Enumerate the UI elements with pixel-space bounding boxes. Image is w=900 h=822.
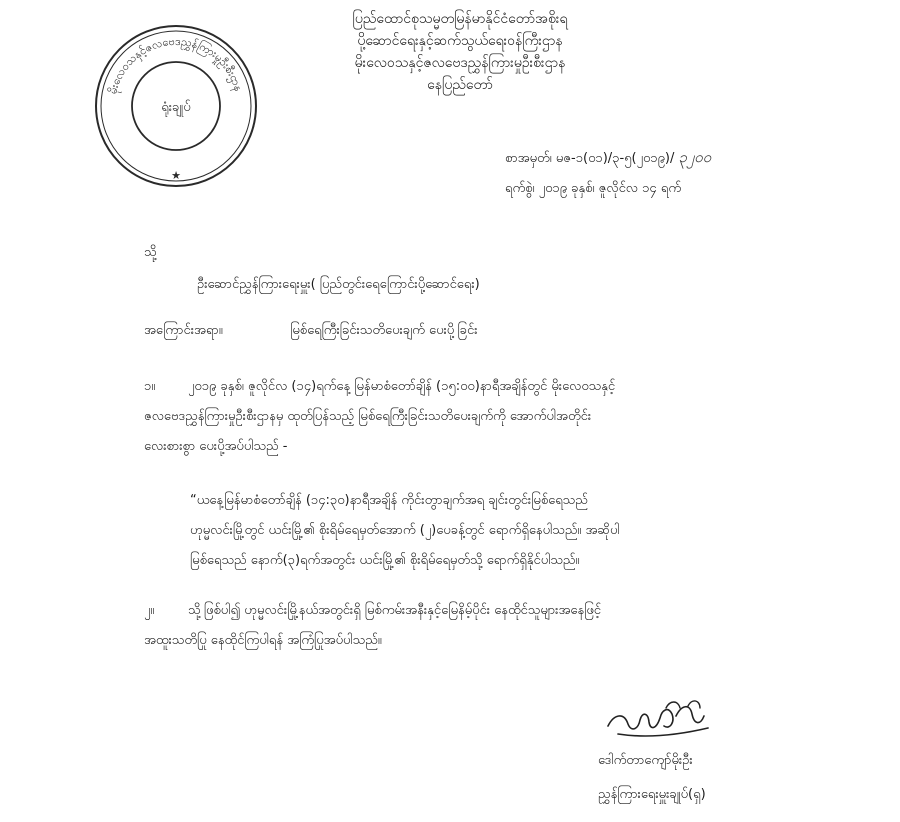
seal-center-text: ရုံးချုပ် (161, 100, 191, 115)
quote-line: မြစ်ရေသည် နောက်(၃)ရက်အတွင်း ယင်းမြို့၏ စိုးရိမ်ရေမှတ်သို့ ရောက်ရှိနိုင်ပါသည်။ (190, 553, 580, 568)
letter-number-handwritten: ၃၂၀၀ (678, 148, 712, 166)
paragraph-1-number: ၁။ (144, 379, 156, 394)
quote-line: ဟုမ္မလင်းမြို့တွင် ယင်းမြို့၏ စိုးရိမ်ရေမှတ်အောက် (၂)ပေခန့်တွင် ရောက်ရှိနေပါသည်။ အဆိုပါ (190, 523, 620, 538)
letterhead-city: နေပြည်တော် (427, 77, 493, 93)
paragraph-1-line: ၂၀၁၉ ခုနှစ်၊ ဇူလိုင်လ (၁၄)ရက်နေ့ မြန်မာစံတော်ချိန် (၁၅:၀၀)နာရီအချိန်တွင် မိုးလေဝသနှင့် (188, 379, 616, 394)
letter-number-label: စာအမှတ်၊ မဇ-၁(၀၁)/၃-၅(၂၀၁၉)/ (505, 151, 675, 166)
signer-name: ဒေါက်တာကျော်မိုးဦး (598, 753, 693, 768)
quote-line: “ယနေ့မြန်မာစံတော်ချိန် (၁၄:၃၀)နာရီအချိန် ကိုင်းတွာချက်အရ ချင်းတွင်းမြစ်ရေသည် (190, 493, 588, 508)
seal-star-icon: ★ (171, 169, 181, 182)
subject-label: အကြောင်းအရာ။ (144, 323, 223, 338)
paragraph-2-number: ၂။ (144, 603, 155, 618)
paragraph-1-line: လေးစားစွာ ပေးပို့အပ်ပါသည် - (144, 439, 288, 454)
letterhead-ministry: ပို့ဆောင်ရေးနှင့်ဆက်သွယ်ရေးဝန်ကြီးဌာန (357, 33, 563, 49)
letterhead-government: ပြည်ထောင်စုသမ္မတမြန်မာနိုင်ငံတော်အစိုးရ (352, 11, 568, 27)
letterhead (300, 8, 620, 96)
handwritten-signature (604, 696, 714, 740)
warning-quote (190, 486, 770, 576)
seal-ring-text: မိုးလေဝသနှင့်ဇလဗေဒညွှန်ကြားမှုဦးစီးဌာန (106, 34, 246, 96)
paragraph-1-line: ဇလဗေဒညွှန်ကြားမှုဦးစီးဌာနမှ ထုတ်ပြန်သည့် မြစ်ရေကြီးခြင်းသတိပေးချက်ကို အောက်ပါအတိုင်း (144, 409, 592, 424)
official-seal (92, 22, 260, 190)
subject-text: မြစ်ရေကြီးခြင်းသတိပေးချက် ပေးပို့ခြင်း (290, 323, 478, 338)
recipient-prefix: သို့ (144, 245, 157, 260)
subject-line (144, 322, 478, 341)
letterhead-department: မိုးလေဝသနှင့်ဇလဗေဒညွှန်ကြားမှုဦးစီးဌာန (354, 55, 566, 71)
paragraph-2 (144, 596, 764, 656)
paragraph-2-line: သို့ဖြစ်ပါ၍ ဟုမ္မလင်းမြို့နယ်အတွင်းရှိ မြစ်ကမ်းအနီးနှင့်မြေနိမ့်ပိုင်း နေထိုင်သူများအနေဖြင့် (188, 603, 602, 618)
addressee: ဦးဆောင်ညွှန်ကြားရေးမှူး( ပြည်တွင်းရေကြောင်းပို့ဆောင်ရေး) (197, 277, 480, 292)
paragraph-1 (144, 372, 764, 462)
reference-block (505, 142, 711, 204)
signer-title: ညွှန်ကြားရေးမှူးချုပ်(ရှ) (598, 787, 706, 802)
letter-date: ရက်စွဲ၊ ၂၀၁၉ ခုနှစ်၊ ဇူလိုင်လ ၁၄ ရက် (505, 181, 682, 196)
paragraph-2-line: အထူးသတိပြု နေထိုင်ကြပါရန် အကြံပြုအပ်ပါသည်။ (144, 633, 382, 648)
